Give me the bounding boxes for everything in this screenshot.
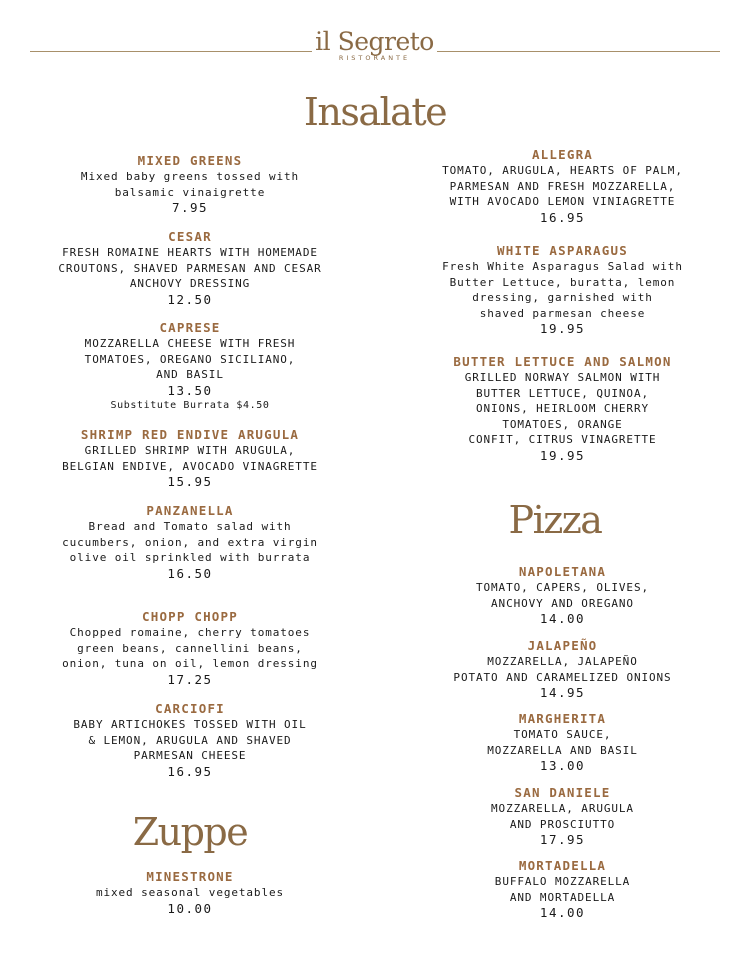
item-name: CARCIOFI [155,701,225,716]
item-desc: MOZZARELLA, JALAPEÑO [487,655,638,668]
item-price: 14.00 [539,611,586,626]
item-desc: TOMATOES, ORANGE [502,417,623,431]
item-desc: CROUTONS, SHAVED PARMESAN AND CESAR [58,261,322,275]
item-desc: green beans, cannellini beans, [77,641,303,655]
menu-item [10,319,370,413]
item-desc: POTATO AND CARAMELIZED ONIONS [453,670,672,684]
item-name: CAPRESE [159,320,221,335]
menu-item [385,242,740,337]
menu-item-pizza [385,563,740,627]
item-desc: BUFFALO MOZZARELLA [494,875,631,888]
item-desc: mixed seasonal vegetables [95,886,285,899]
item-desc: MOZZARELLA AND BASIL [487,743,638,757]
menu-item-pizza [385,637,740,701]
item-desc: Butter Lettuce, buratta, lemon [449,275,676,289]
item-desc: cucumbers, onion, and extra virgin [62,535,318,549]
menu-item [385,353,740,464]
menu-item-pizza [385,710,740,774]
item-desc: TOMATOES, OREGANO SICILIANO, [84,352,296,366]
logo-subtitle: RISTORANTE [338,54,411,62]
item-price: 13.50 [167,382,213,398]
item-name: ALLEGRA [531,147,594,162]
item-desc: FRESH ROMAINE HEARTS WITH HOMEMADE [62,246,318,259]
section-title-zuppe: Zuppe [132,810,248,854]
item-name: JALAPEÑO [527,638,598,653]
item-desc: GRILLED NORWAY SALMON WITH [464,371,661,384]
item-desc: AND PROSCIUTTO [509,817,616,831]
menu-item-pizza [385,784,740,848]
menu-item-pizza [385,857,740,921]
item-name: CHOPP CHOPP [142,609,238,624]
item-name: MORTADELLA [518,858,607,873]
item-desc: WITH AVOCADO LEMON VINIAGRETTE [449,195,676,208]
item-price: 16.95 [539,209,586,225]
item-name: MIXED GREENS [137,153,243,168]
item-price: 17.95 [539,832,586,847]
item-desc: AND BASIL [156,368,224,381]
item-desc: TOMATO, CAPERS, OLIVES, [475,581,650,594]
item-desc: Chopped romaine, cherry tomatoes [69,626,311,639]
item-price: 17.25 [167,671,213,687]
item-desc: TOMATO SAUCE, [513,728,612,741]
item-price: 19.95 [539,447,586,463]
item-desc: ONIONS, HEIRLOOM CHERRY [475,402,650,415]
item-name: CESAR [168,229,212,244]
menu-item [10,426,370,490]
item-name: MARGHERITA [518,711,607,726]
menu-item [10,608,370,688]
item-price: 16.50 [167,565,213,581]
menu-item [10,228,370,308]
menu-item-zuppe [10,868,370,917]
item-desc: CONFIT, CITRUS VINAGRETTE [468,433,657,446]
item-desc: onion, tuna on oil, lemon dressing [62,657,318,670]
item-desc: TOMATO, ARUGULA, HEARTS OF PALM, [442,164,683,177]
item-name: BUTTER LETTUCE AND SALMON [453,354,672,369]
item-desc: BUTTER LETTUCE, QUINOA, [475,386,650,400]
item-price: 14.95 [539,685,586,700]
header-rule-right [437,51,720,52]
logo-name: il Segreto [315,27,434,56]
item-desc: Mixed baby greens tossed with [80,170,300,183]
item-desc: Fresh White Asparagus Salad with [442,260,683,273]
item-desc: GRILLED SHRIMP WITH ARUGULA, [84,444,296,457]
item-price: 19.95 [539,321,586,336]
item-desc: ANCHOVY DRESSING [129,277,251,290]
section-title-insalate: Insalate [303,90,447,134]
item-desc: Bread and Tomato salad with [88,520,292,533]
item-name: SHRIMP RED ENDIVE ARUGULA [80,427,300,442]
item-price: 14.00 [539,905,586,920]
item-name: WHITE ASPARAGUS [497,243,628,258]
menu-item [10,700,370,780]
item-name: NAPOLETANA [518,564,607,579]
item-name: SAN DANIELE [514,785,611,800]
restaurant-logo [312,28,437,62]
item-desc: BABY ARTICHOKES TOSSED WITH OIL [73,718,307,731]
item-price: 15.95 [167,474,213,489]
item-price: 16.95 [167,763,213,779]
item-desc: PARMESAN AND FRESH MOZZARELLA, [449,179,676,193]
item-desc: dressing, garnished with [472,291,653,304]
item-desc: MOZZARELLA CHEESE WITH FRESH [84,337,296,350]
item-desc: olive oil sprinkled with burrata [69,551,311,564]
menu-item [385,146,740,226]
item-name: PANZANELLA [146,503,234,518]
header-rule-left [30,51,312,52]
item-desc: AND MORTADELLA [509,890,616,904]
menu-item [10,502,370,582]
item-desc: balsamic vinaigrette [114,185,266,199]
item-desc: MOZZARELLA, ARUGULA [491,802,634,815]
item-desc: ANCHOVY AND OREGANO [491,596,634,610]
item-desc: BELGIAN ENDIVE, AVOCADO VINAGRETTE [62,459,318,473]
item-desc: & LEMON, ARUGULA AND SHAVED [88,733,292,747]
section-title-pizza: Pizza [508,498,602,542]
item-name: MINESTRONE [146,869,234,884]
menu-item [10,152,370,216]
item-price: 7.95 [171,200,209,215]
item-note: Substitute Burrata $4.50 [110,399,270,411]
item-price: 12.50 [167,291,213,307]
item-desc: shaved parmesan cheese [479,306,646,320]
item-price: 10.00 [167,900,213,916]
item-price: 13.00 [539,758,586,773]
item-desc: PARMESAN CHEESE [133,749,247,762]
